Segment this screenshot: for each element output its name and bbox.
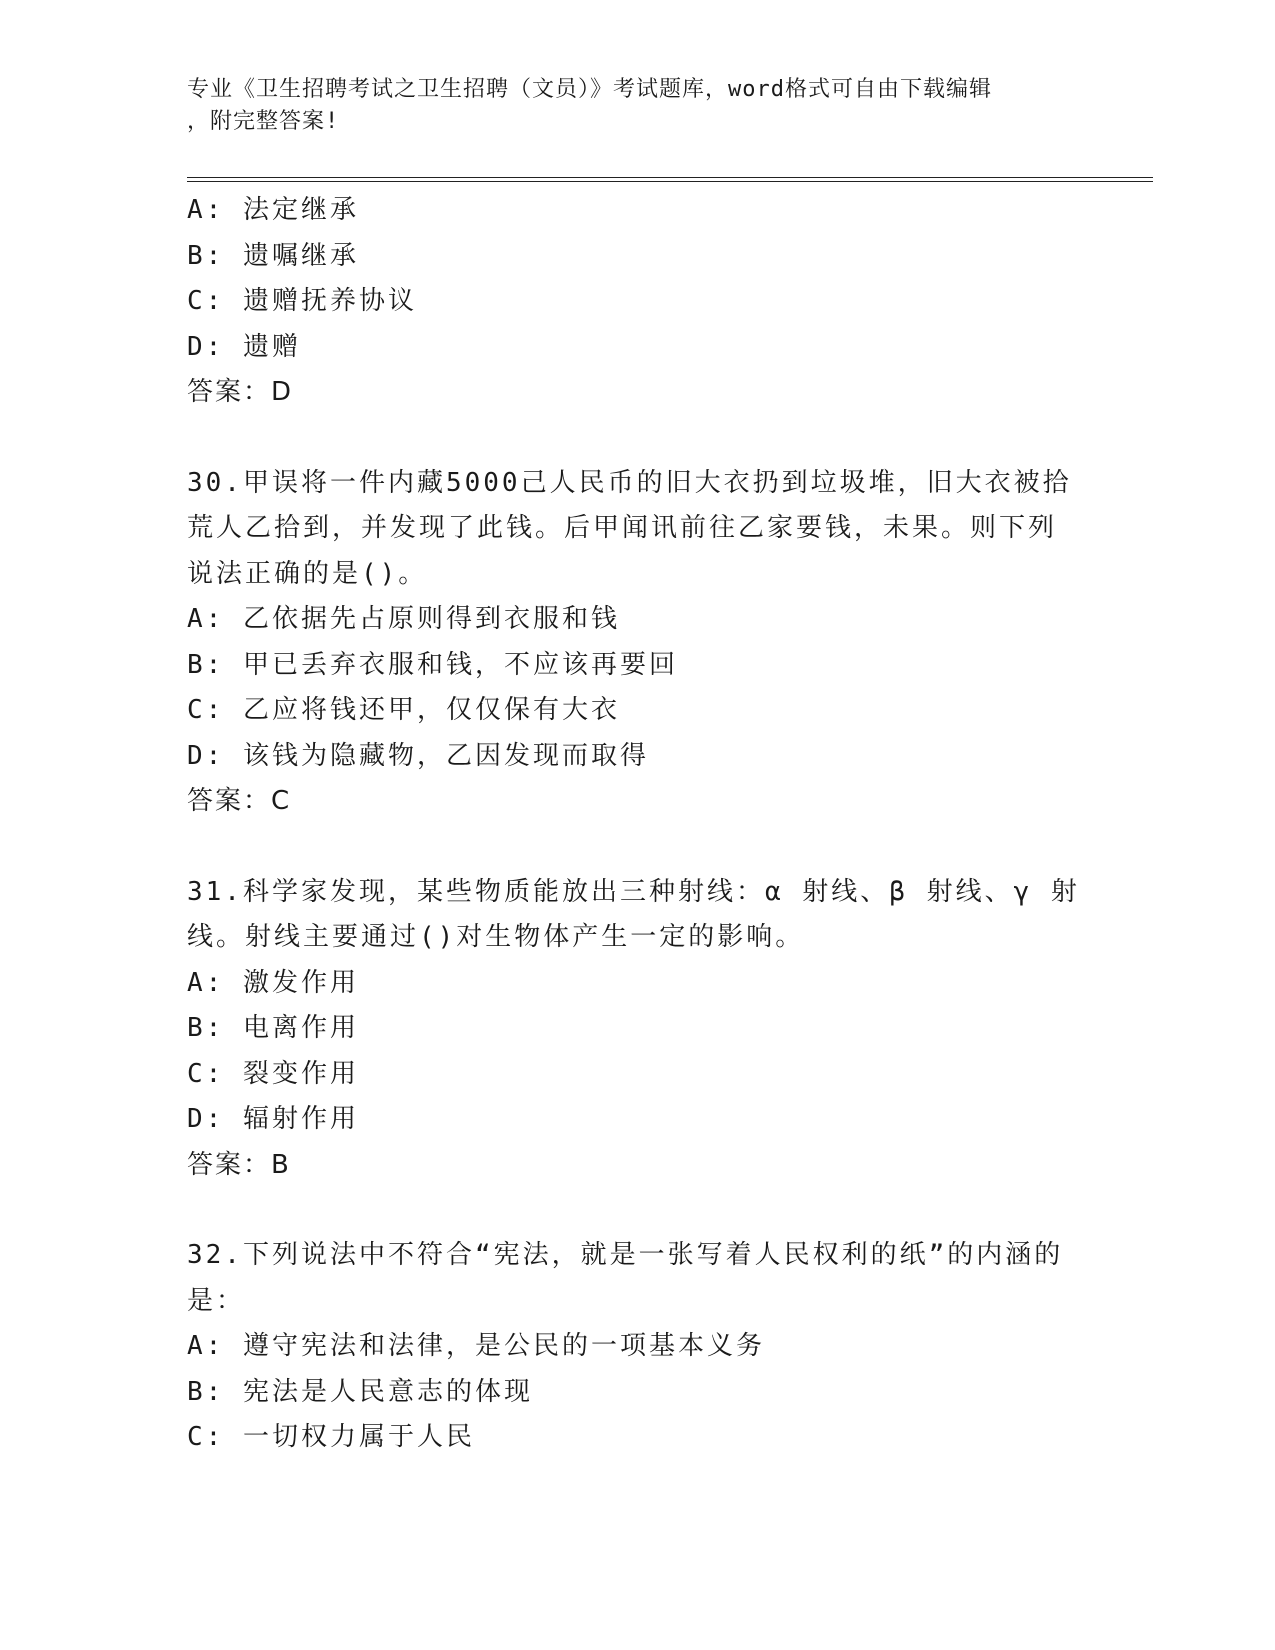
document-header [187, 74, 1067, 138]
option-d: D: 该钱为隐藏物，乙因发现而取得 [187, 740, 649, 771]
option-b: B: 电离作用 [187, 1013, 359, 1043]
answer: 答案：C [187, 786, 292, 816]
option-c: C: 裂变作用 [187, 1058, 359, 1089]
option-a: A: 遵守宪法和法律，是公民的一项基本义务 [187, 1331, 765, 1361]
option-c: C: 一切权力属于人民 [187, 1422, 475, 1452]
question-text-line: 荒人乙拾到，并发现了此钱。后甲闻讯前往乙家要钱，未果。则下列 [187, 513, 1058, 543]
question-text-line: 线。射线主要通过()对生物体产生一定的影响。 [187, 922, 805, 952]
option-d: D: 遗赠 [187, 331, 301, 362]
question-text-line: 30.甲误将一件内藏5000己人民币的旧大衣扔到垃圾堆，旧大衣被拾 [187, 467, 1072, 498]
option-a: A: 激发作用 [187, 967, 359, 998]
question-text-line: 31.科学家发现，某些物质能放出三种射线：α 射线、β 射线、γ 射 [187, 876, 1080, 907]
option-b: B: 宪法是人民意志的体现 [187, 1376, 533, 1407]
option-a: A: 乙依据先占原则得到衣服和钱 [187, 604, 620, 634]
question-text-line: 32.下列说法中不符合“宪法，就是一张写着人民权利的纸”的内涵的 [187, 1240, 1064, 1270]
header-divider-top [187, 177, 1153, 178]
option-a: A: 法定继承 [187, 195, 359, 225]
option-b: B: 遗嘱继承 [187, 240, 359, 271]
header-divider-bottom [187, 181, 1153, 182]
option-c: C: 乙应将钱还甲，仅仅保有大衣 [187, 695, 620, 725]
option-d: D: 辐射作用 [187, 1104, 359, 1134]
question-31 [187, 870, 1087, 1189]
header-line-2: ，附完整答案! [187, 109, 340, 134]
question-30 [187, 461, 1087, 825]
question-text-line: 是： [187, 1285, 246, 1316]
option-c: C: 遗赠抚养协议 [187, 286, 417, 316]
answer: 答案：D [187, 377, 294, 407]
question-29 [187, 188, 1087, 416]
option-b: B: 甲已丢弃衣服和钱，不应该再要回 [187, 649, 678, 680]
question-32 [187, 1233, 1087, 1461]
question-list [187, 188, 1087, 1461]
answer: 答案：B [187, 1149, 291, 1180]
header-line-1: 专业《卫生招聘考试之卫生招聘（文员）》考试题库，word格式可自由下载编辑 [187, 77, 992, 102]
question-text-line: 说法正确的是()。 [187, 558, 428, 589]
